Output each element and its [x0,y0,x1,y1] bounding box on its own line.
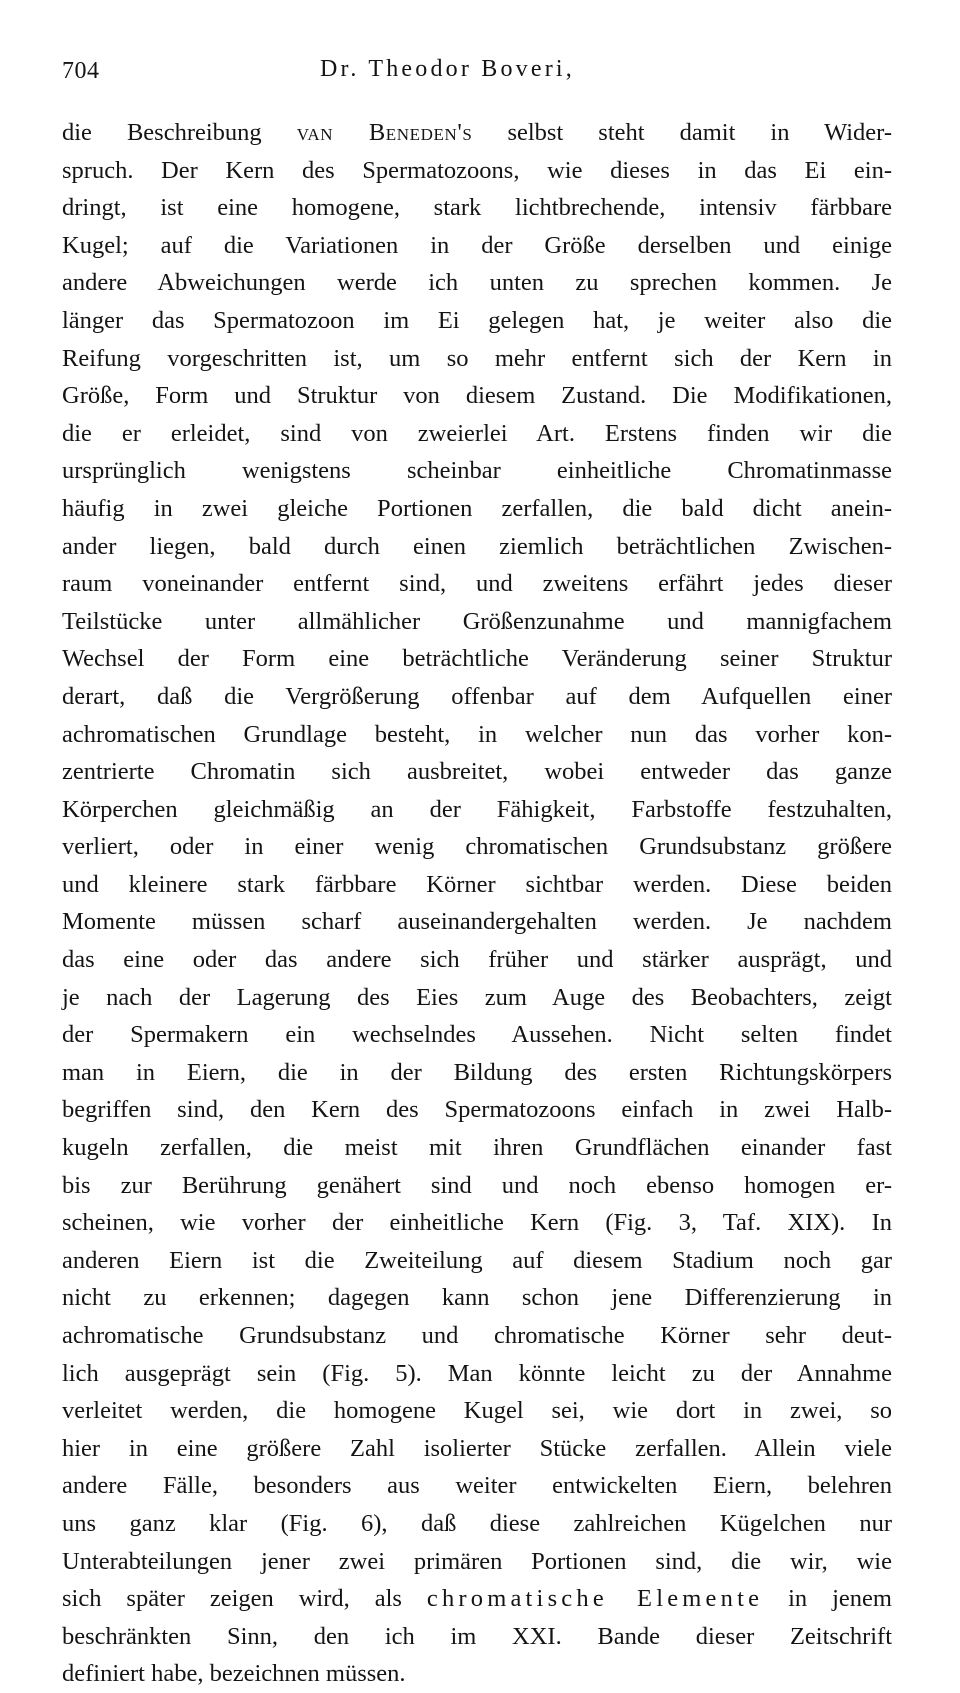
text-line [62,1279,892,1317]
text-line [62,753,892,791]
text-line [62,452,892,490]
text-segment: länger das Spermatozoon im Ei gelegen hat, je weiter also die [62,306,892,334]
text-line [62,979,892,1017]
text-line [62,828,892,866]
text-segment: Momente müssen scharf auseinandergehalten werden. Je nachdem [62,908,892,936]
text-line [62,152,892,190]
text-line [62,1167,892,1205]
text-line [62,1204,892,1242]
text-segment: dringt, ist eine homogene, stark lichtbrechende, intensiv färbbare [62,194,892,222]
text-segment: Körperchen gleichmäßig an der Fähigkeit, Farbstoffe festzuhalten, [62,795,892,823]
text-segment: je nach der Lagerung des Eies zum Auge des Beobachters, zeigt [62,983,892,1011]
text-line [62,1355,892,1393]
text-segment: achromatischen Grundlage besteht, in welcher nun das vorher kon- [62,720,892,748]
text-line [62,1655,892,1693]
text-line [62,1430,892,1468]
text-line [62,716,892,754]
text-segment: ursprünglich wenigstens scheinbar einheitliche Chromatinmasse [62,457,892,485]
text-segment: andere Fälle, besonders aus weiter entwickelten Eiern, belehren [62,1472,892,1500]
text-line [62,1091,892,1129]
text-line [62,1618,892,1656]
text-segment: sich später zeigen wird, als [62,1585,427,1613]
text-line [62,415,892,453]
text-line [62,640,892,678]
text-segment: scheinen, wie vorher der einheitliche Kern (Fig. 3, Taf. XIX). In [62,1209,892,1237]
text-line [62,264,892,302]
text-line [62,340,892,378]
text-line [62,866,892,904]
text-line [62,1016,892,1054]
body-text [62,114,892,1693]
text-segment: verliert, oder in einer wenig chromatischen Grundsubstanz größere [62,833,892,861]
text-line [62,1392,892,1430]
text-line [62,1054,892,1092]
text-segment: spruch. Der Kern des Spermatozoons, wie dieses in das Ei ein- [62,156,892,184]
page-number: 704 [62,58,100,84]
text-line [62,1242,892,1280]
text-segment: nicht zu erkennen; dagegen kann schon jene Differenzierung in [62,1284,892,1312]
text-segment: hier in eine größere Zahl isolierter Stücke zerfallen. Allein viele [62,1434,892,1462]
text-segment: selbst steht damit in Wider- [472,119,892,146]
text-line [62,302,892,340]
text-line [62,1505,892,1543]
text-line [62,528,892,566]
text-segment: Kugel; auf die Variationen in der Größe derselben und einige [62,231,892,259]
text-line [62,791,892,829]
text-segment: beschränkten Sinn, den ich im XXI. Bande dieser Zeitschrift [62,1622,892,1650]
text-segment: der Spermakern ein wechselndes Aussehen. Nicht selten findet [62,1021,892,1049]
text-line [62,377,892,415]
text-line [62,114,892,152]
text-segment: Teilstücke unter allmählicher Größenzunahme und mannigfachem [62,607,892,635]
text-segment: lich ausgeprägt sein (Fig. 5). Man könnte leicht zu der Annahme [62,1359,892,1387]
text-segment: die Beschreibung [62,119,297,146]
text-line [62,903,892,941]
text-line [62,1129,892,1167]
text-line [62,1543,892,1581]
text-segment: häufig in zwei gleiche Portionen zerfallen, die bald dicht anein- [62,494,892,522]
text-segment: definiert habe, bezeichnen müssen. [62,1660,406,1688]
text-line [62,1317,892,1355]
text-segment: Reifung vorgeschritten ist, um so mehr entfernt sich der Kern in [62,344,892,372]
text-segment: man in Eiern, die in der Bildung des ersten Richtungskörpers [62,1058,892,1086]
text-segment: das eine oder das andere sich früher und stärker ausprägt, und [62,946,892,974]
text-segment: kugeln zerfallen, die meist mit ihren Grundflächen einander fast [62,1134,892,1162]
text-line [62,941,892,979]
text-line [62,603,892,641]
text-line [62,678,892,716]
text-segment: begriffen sind, den Kern des Spermatozoons einfach in zwei Halb- [62,1096,892,1124]
text-line [62,189,892,227]
text-segment: raum voneinander entfernt sind, und zweitens erfährt jedes dieser [62,570,892,598]
text-segment: anderen Eiern ist die Zweiteilung auf diesem Stadium noch gar [62,1246,892,1274]
text-segment: und kleinere stark färbbare Körner sichtbar werden. Diese beiden [62,870,892,898]
spaced-emphasis: chromatische Elemente [426,1585,764,1613]
text-line [62,227,892,265]
text-line [62,1467,892,1505]
text-segment: andere Abweichungen werde ich unten zu sprechen kommen. Je [62,269,892,297]
text-segment: achromatische Grundsubstanz und chromatische Körner sehr deut- [62,1322,892,1349]
text-line [62,565,892,603]
text-segment: Wechsel der Form eine beträchtliche Veränderung seiner Struktur [62,645,892,673]
text-line [62,1580,892,1618]
small-caps-name: van Beneden's [296,119,473,146]
text-segment: bis zur Berührung genähert sind und noch ebenso homogen er- [62,1171,892,1199]
text-segment: verleitet werden, die homogene Kugel sei, wie dort in zwei, so [62,1397,892,1425]
text-line [62,490,892,528]
text-segment: Unterabteilungen jener zwei primären Portionen sind, die wir, wie [62,1547,892,1575]
text-segment: die er erleidet, sind von zweierlei Art. Erstens finden wir die [62,419,892,447]
text-segment: ander liegen, bald durch einen ziemlich beträchtlichen Zwischen- [62,532,892,560]
text-segment: derart, daß die Vergrößerung offenbar auf dem Aufquellen einer [62,682,892,710]
running-head: Dr. Theodor Boveri, [320,56,575,82]
text-segment: Größe, Form und Struktur von diesem Zustand. Die Modifikationen, [62,382,892,410]
text-segment: uns ganz klar (Fig. 6), daß diese zahlreichen Kügelchen nur [62,1509,892,1537]
text-segment: zentrierte Chromatin sich ausbreitet, wobei entweder das ganze [62,758,892,786]
text-segment: in jenem [763,1585,892,1613]
